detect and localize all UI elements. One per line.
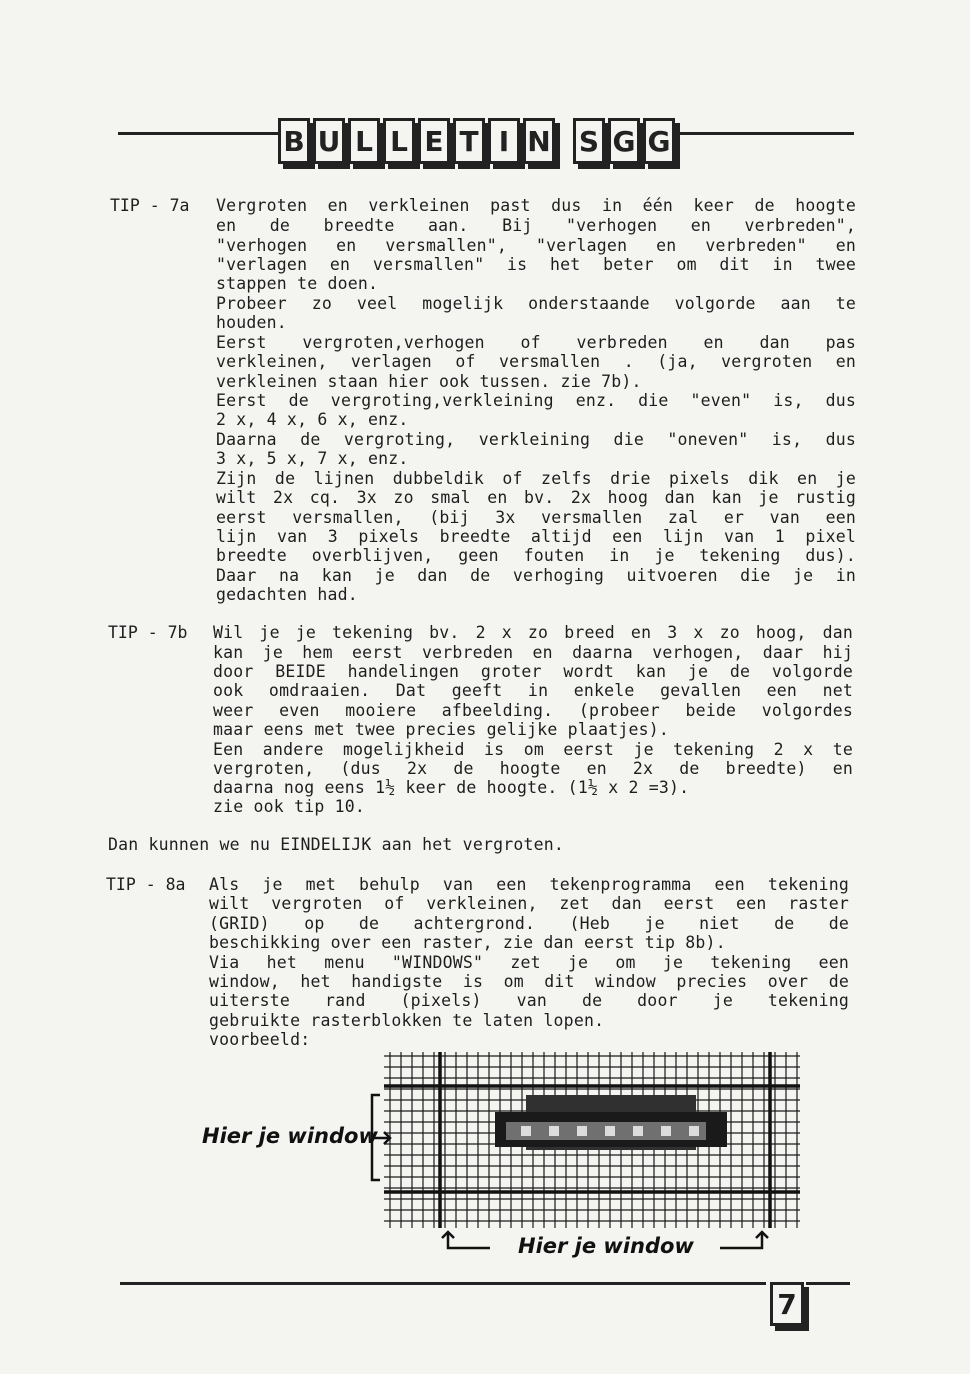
page-number: 7 xyxy=(770,1282,804,1326)
pixel-drawing xyxy=(495,1095,727,1150)
tip-8a-line: beschikking over een raster, zie dan eerst tip 8b). xyxy=(209,933,726,952)
tip-7a-line: en de breedte aan. Bij "verhogen en verbreden", xyxy=(216,216,856,235)
footer-rule-right xyxy=(806,1282,850,1285)
tip-7a-line: Eerst vergroten,verhogen of verbreden en dan pas xyxy=(216,333,856,352)
tip-8a-line: (GRID) op de achtergrond. (Heb je niet de de xyxy=(209,914,849,933)
intro-line: Dan kunnen we nu EINDELIJK aan het vergroten. xyxy=(108,835,565,854)
tip-8a-line: gebruikte rasterblokken te laten lopen. xyxy=(209,1011,605,1030)
tip-7a-line: eerst versmallen, (bij 3x versmallen zal er van een xyxy=(216,508,856,527)
tip-7a-line: Probeer zo veel mogelijk onderstaande volgorde aan te xyxy=(216,294,856,313)
tip-8a-line: uiterste rand (pixels) van de door je tekening xyxy=(209,991,849,1010)
tip-7b-line: door BEIDE handelingen groter wordt kan je de volgorde xyxy=(213,662,853,681)
tip-7b-line: vergroten, (dus 2x de hoogte en 2x de breedte) en xyxy=(213,759,853,778)
tip-7a-line: stappen te doen. xyxy=(216,274,379,293)
tip-7a-line: Zijn de lijnen dubbeldik of zelfs drie pixels dik en je xyxy=(216,469,856,488)
tip-7a-line: 2 x, 4 x, 6 x, enz. xyxy=(216,410,409,429)
tip-7b-line: maar eens met twee precies gelijke plaatjes). xyxy=(213,720,670,739)
tip-7a-line: verkleinen staan hier ook tussen. zie 7b). xyxy=(216,372,642,391)
tip-7a-line: gedachten had. xyxy=(216,585,358,604)
title-letter: N xyxy=(523,118,555,164)
title-letter: U xyxy=(313,118,345,164)
tip-7b-label: TIP - 7b xyxy=(108,623,188,642)
tip-7a-label: TIP - 7a xyxy=(110,196,190,215)
left-window-label: Hier je window xyxy=(202,1124,378,1148)
title-letter: E xyxy=(418,118,450,164)
tip-7a-line: verkleinen, verlagen of versmallen . (ja, vergroten en xyxy=(216,352,856,371)
title-letter: I xyxy=(488,118,520,164)
tip-8a-line: voorbeeld: xyxy=(209,1030,311,1049)
tip-7a-line: houden. xyxy=(216,313,287,332)
tip-7b-line: kan je hem eerst verbreden en daarna verhogen, daar hij xyxy=(213,643,853,662)
tip-7a-line: wilt 2x cq. 3x zo smal en bv. 2x hoog dan kan je rustig xyxy=(216,488,856,507)
title-letter: L xyxy=(383,118,415,164)
tip-7b-line: ook omdraaien. Dat geeft in enkele gevallen een net xyxy=(213,681,853,700)
tip-8a-label: TIP - 8a xyxy=(106,875,186,894)
tip-7b-line: zie ook tip 10. xyxy=(213,797,366,816)
tip-7b-line: Wil je je tekening bv. 2 x zo breed en 3 x zo hoog, dan xyxy=(213,623,853,642)
tip-7a-line: 3 x, 5 x, 7 x, enz. xyxy=(216,449,409,468)
tip-7a-line: "verhogen en versmallen", "verlagen en verbreden" en xyxy=(216,236,856,255)
tip-7a-line: "verlagen en versmallen" is het beter om dit in twee xyxy=(216,255,856,274)
bottom-window-label: Hier je window xyxy=(518,1234,694,1258)
tip-8a-line: Via het menu "WINDOWS" zet je om je tekening een xyxy=(209,953,849,972)
title-letter: S xyxy=(573,118,605,164)
title-letter: G xyxy=(643,118,675,164)
tip-8a-line: window, het handigste is om dit window precies over de xyxy=(209,972,849,991)
tip-7b-line: Een andere mogelijkheid is om eerst je tekening 2 x te xyxy=(213,740,853,759)
tip-7b-line: weer even mooiere afbeelding. (probeer beide volgordes xyxy=(213,701,853,720)
tip-7a-line: Daarna de vergroting, verkleining die "oneven" is, dus xyxy=(216,430,856,449)
tip-8a-line: wilt vergroten of verkleinen, zet dan eerst een raster xyxy=(209,894,849,913)
title-letter: T xyxy=(453,118,485,164)
tip-7a-line: Eerst de vergroting,verkleining enz. die "even" is, dus xyxy=(216,391,856,410)
tip-8a-line: Als je met behulp van een tekenprogramma een tekening xyxy=(209,875,849,894)
title-letter: L xyxy=(348,118,380,164)
tip-7a-line: Vergroten en verkleinen past dus in één keer de hoogte xyxy=(216,196,856,215)
title-letter: B xyxy=(278,118,310,164)
footer-rule-left xyxy=(120,1282,766,1285)
tip-7b-line: daarna nog eens 1½ keer de hoogte. (1½ x 2 =3). xyxy=(213,778,690,797)
tip-7a-line: lijn van 3 pixels breedte altijd een lijn van 1 pixel xyxy=(216,527,856,546)
tip-7a-line: Daar na kan je dan de verhoging uitvoeren die je in xyxy=(216,566,856,585)
tip-7a-line: breedte overblijven, geen fouten in je tekening dus). xyxy=(216,546,856,565)
title-letter: G xyxy=(608,118,640,164)
